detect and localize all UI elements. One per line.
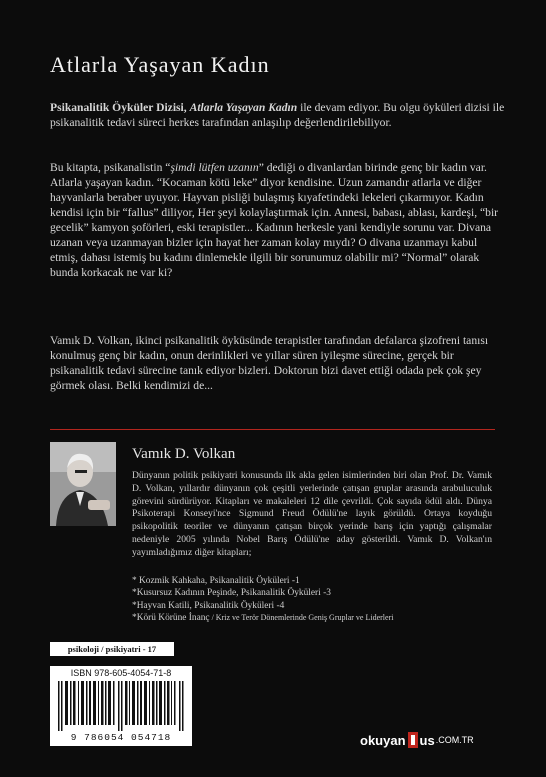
publisher-name-part1: okuyan — [360, 732, 406, 748]
author-name: Vamık D. Volkan — [132, 446, 236, 462]
publisher-logo — [360, 730, 474, 750]
list-item: * Kozmik Kahkaha, Psikanalitik Öyküleri -1 — [132, 576, 300, 586]
publisher-domain: .COM.TR — [435, 735, 474, 745]
intro-book-title: Atlarla Yaşayan Kadın — [189, 101, 298, 114]
summary-text-rest: ” dediği o divanlardan birinde genç bir kadın var. Atlarla yaşayan kadın. “Kocaman kötü leke” diyor kendisine. Uzun zamandır atlarla ve diğer hayvanlarla beraber uyuyor. Hayvan pisliği bulaşmış kıyafetindeki lekeleri çıkarmıyor. Kadın kendisi için bir “fallus” diliyor, Her şeyi kolaylaştırmak için. Annesi, babası, ablası, kardeşi, “bir gecelik” kamyon şoförleri, eski terapistler... Kadının herkesle yani kendiyle sorunu var. Divana uzanan veya uzanmayan bizler için hayat her zaman kolay mıydı? O divana uzanmayı kabul etmiş, dahası istemiş bu kadını dinlemekle ilgili bir sorunumuz olabilir mi? “Normal” olarak bunda korkacak ne var ki? — [50, 161, 499, 279]
list-item — [132, 612, 512, 624]
author-intro-paragraph: Vamık D. Volkan, ikinci psikanalitik öyküsünde terapistler tarafından defalarca şizofreni tanısı konulmuş genç bir kadın, onun derinlikleri ve yıllar süren iyileşme sürecine, gerçek bir psikanalitik tedavi sürecine tanık ediyor bizleri. Doktorun bizi davet ettiği odada pek çok şey görmek olası. Belki kendimizi de... — [50, 334, 489, 392]
barcode — [50, 666, 192, 746]
list-item: *Hayvan Katili, Psikanalitik Öyküleri -4 — [132, 600, 285, 611]
publisher-mark-icon — [408, 732, 418, 748]
isbn-text: ISBN 978-605-4054-71-8 — [70, 668, 172, 678]
red-divider — [50, 429, 495, 430]
intro-paragraph — [50, 100, 508, 130]
barcode-bars-icon — [58, 681, 184, 731]
summary-paragraph — [50, 160, 508, 280]
author-photo — [50, 442, 116, 526]
publisher-name-part2: us — [419, 732, 435, 748]
author-bio: Dünyanın politik psikiyatri konusunda ilk akla gelen isimlerinden biri olan Prof. Dr. Vamık D. Volkan, yıllardır dünyanın çok çeşitli yerlerinde çatışan gruplar arasında arabuluculuk görevini sürdürüyor. Kitapları ve makaleleri 12 dile çevrildi. Çok sayıda ödül aldı. Dünya Psikoterapi Konseyi'nce Sigmund Freud Ödülü'ne layık görüldü. Ortaya koyduğu psikopolitik teoriler ve dünyanın çatışan birçok yerinde barış için yaptığı çalışmalar nedeniyle 2005 yılında Nobel Barış Ödülü'ne aday gösterildi. Vamık D. Volkan'ın yayımladığımız diğer kitapları; — [132, 470, 492, 558]
summary-text-start: Bu kitapta, psikanalistin “ — [50, 161, 171, 174]
last-book-title: *Körü Körüne İnanç — [132, 613, 210, 624]
list-item: *Kusursuz Kadının Peşinde, Psikanalitik Öyküleri -3 — [132, 588, 331, 599]
barcode-number: 9 786054 054718 — [70, 732, 172, 743]
last-book-subtitle: / Kriz ve Terör Dönemlerinde Geniş Gruplar ve Liderleri — [209, 613, 394, 623]
summary-quote: şimdi lütfen uzanın — [170, 161, 259, 174]
other-books-list — [132, 575, 512, 625]
category-label: psikoloji / psikiyatri - 17 — [50, 642, 174, 656]
author-portrait-icon — [50, 442, 116, 526]
book-title: Atlarla Yaşayan Kadın — [50, 52, 270, 77]
intro-text: ile devam ediyor. Bu olgu öyküleri dizisi ile psikanalitik tedavi süreci herkes tarafından anlaşılıp değerlendirilebiliyor. — [50, 101, 505, 129]
series-name: Psikanalitik Öyküler Dizisi, — [50, 101, 187, 114]
